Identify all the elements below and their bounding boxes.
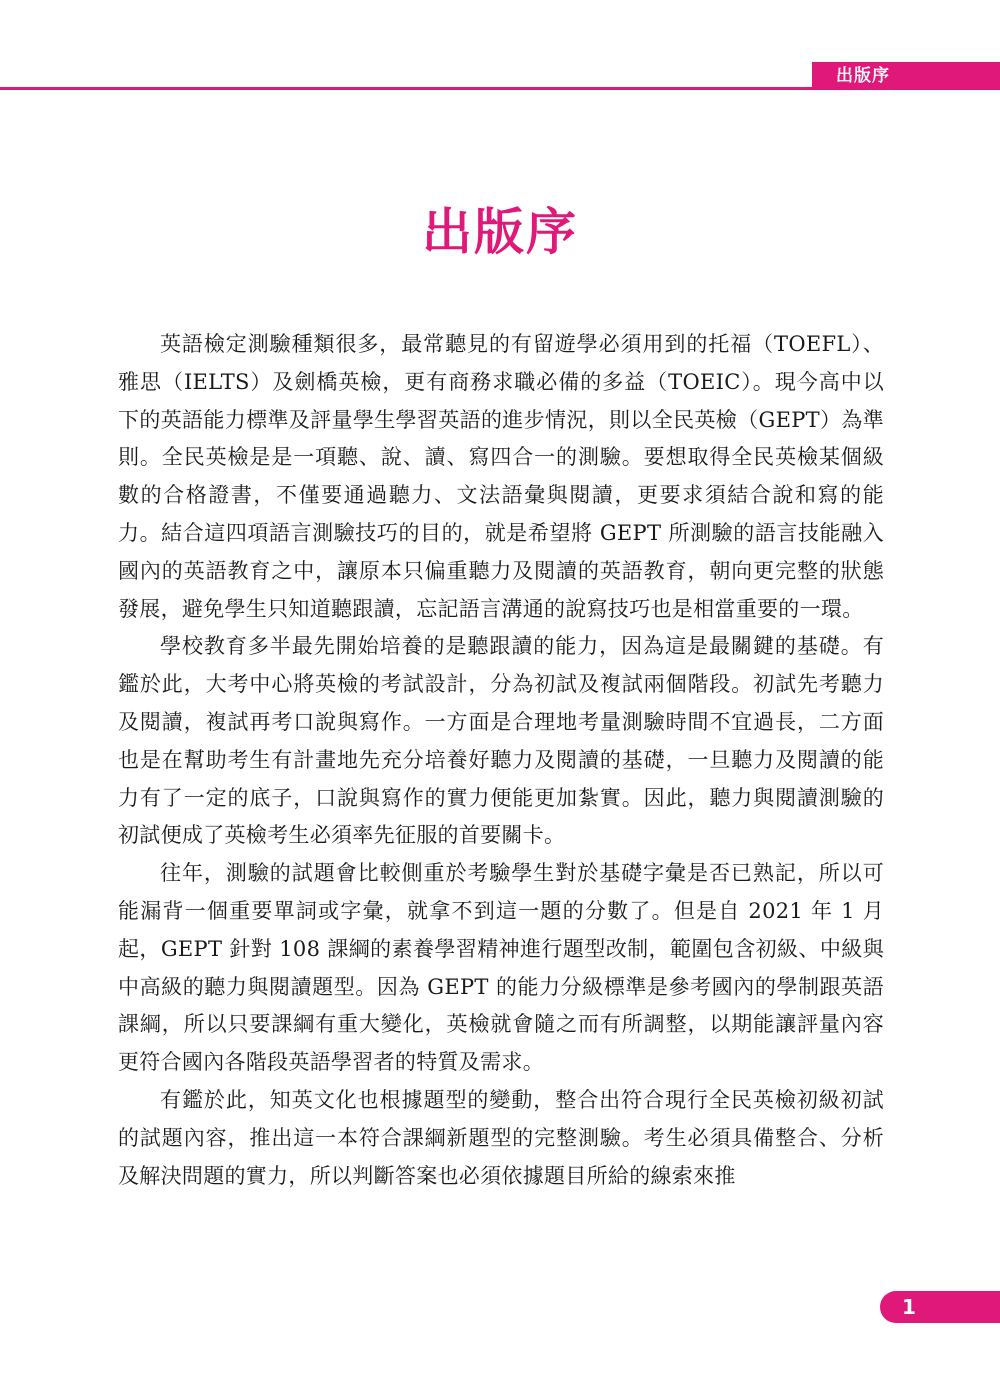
page-number-badge: [880, 1291, 1000, 1323]
page-number: 1: [902, 1295, 916, 1319]
body-text: [118, 326, 884, 1195]
section-tab: [812, 62, 1000, 90]
paragraph: 有鑑於此，知英文化也根據題型的變動，整合出符合現行全民英檢初級初試的試題內容，推出這一本符合課綱新題型的完整測驗。考生必須具備整合、分析及解決問題的實力，所以判斷答案也必須依據題目所給的線索來推: [118, 1087, 884, 1188]
paragraph: 英語檢定測驗種類很多，最常聽見的有留遊學必須用到的托福（TOEFL）、雅思（IELTS）及劍橋英檢，更有商務求職必備的多益（TOEIC）。現今高中以下的英語能力標準及評量學生學習英語的進步情況，則以全民英檢（GEPT）為準則。全民英檢是是一項聽、說、讀、寫四合一的測驗。要想取得全民英檢某個級數的合格證書，不僅要通過聽力、文法語彙與閱讀，更要求須結合說和寫的能力。結合這四項語言測驗技巧的目的，就是希望將 GEPT 所測驗的語言技能融入國內的英語教育之中，讓原本只偏重聽力及閱讀的英語教育，朝向更完整的狀態發展，避免學生只知道聽跟讀，忘記語言溝通的說寫技巧也是相當重要的一環。: [118, 332, 884, 621]
paragraph: 往年，測驗的試題會比較側重於考驗學生對於基礎字彙是否已熟記，所以可能漏背一個重要單詞或字彙，就拿不到這一題的分數了。但是自 2021 年 1 月起，GEPT 針對 108 課綱的素養學習精神進行題型改制，範圍包含初級、中級與中高級的聽力與閱讀題型。因為 GEPT 的能力分級標準是參考國內的學制跟英語課綱，所以只要課綱有重大變化，英檢就會隨之而有所調整，以期能讓評量內容更符合國內各階段英語學習者的特質及需求。: [118, 861, 884, 1075]
paragraph: 學校教育多半最先開始培養的是聽跟讀的能力，因為這是最關鍵的基礎。有鑑於此，大考中心將英檢的考試設計，分為初試及複試兩個階段。初試先考聽力及閱讀，複試再考口說與寫作。一方面是合理地考量測驗時間不宜過長，二方面也是在幫助考生有計畫地先充分培養好聽力及閱讀的基礎，一旦聽力及閱讀的能力有了一定的底子，口說與寫作的實力便能更加紮實。因此，聽力與閱讀測驗的初試便成了英檢考生必須率先征服的首要關卡。: [118, 634, 884, 848]
section-tab-label: 出版序: [836, 66, 890, 86]
page-title: 出版序: [422, 202, 578, 261]
